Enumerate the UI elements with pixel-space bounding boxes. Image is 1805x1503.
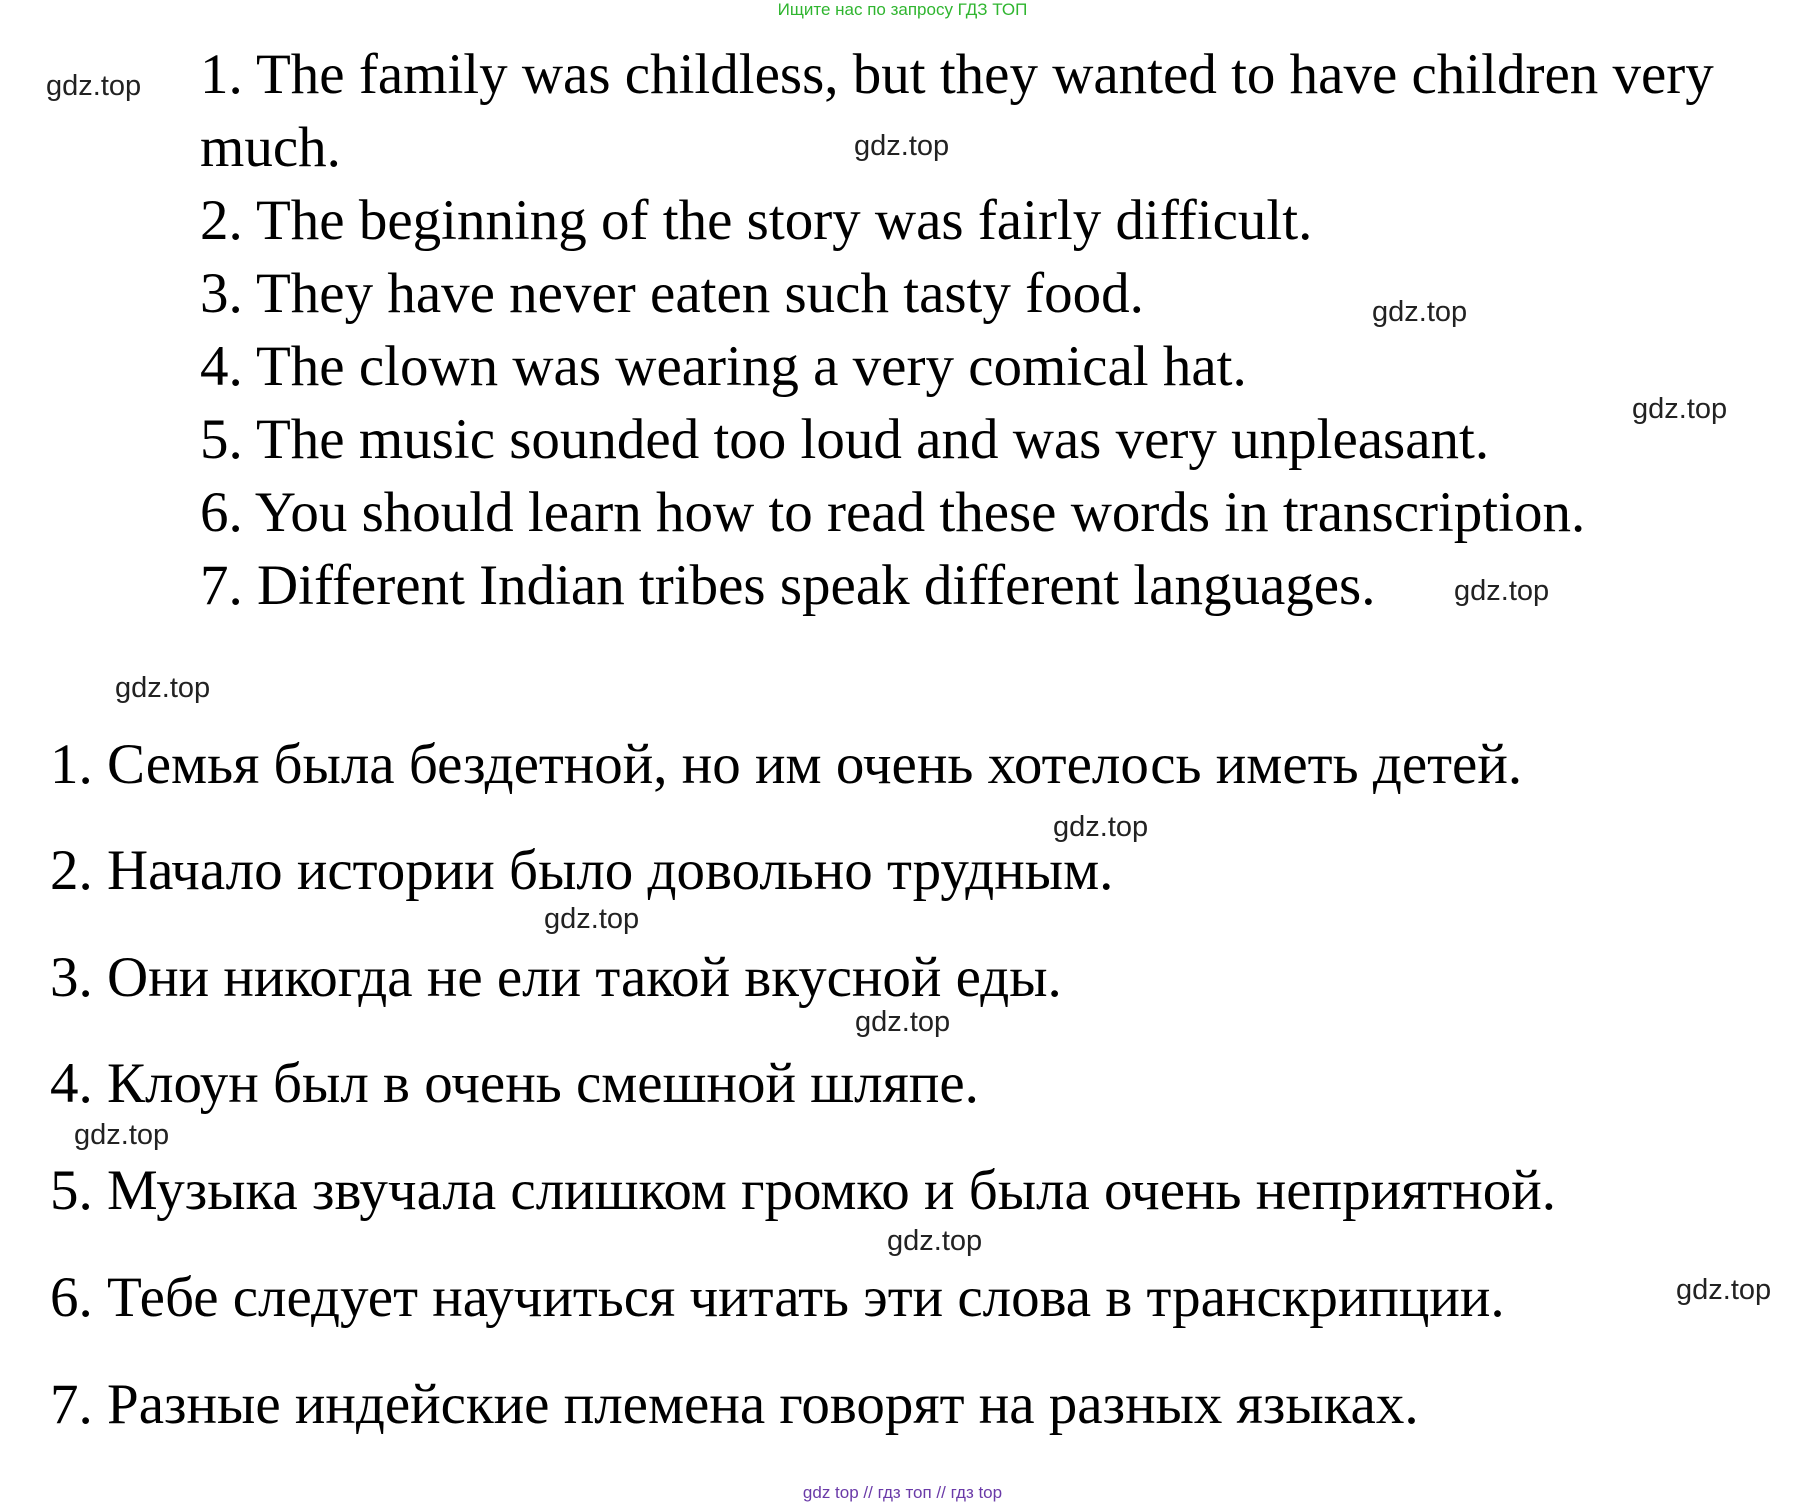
en-sentence-2: 2. The beginning of the story was fairly difficult. xyxy=(200,189,1313,252)
en-sentence-5: 5. The music sounded too loud and was very unpleasant. xyxy=(200,408,1490,471)
en-sentence-3: 3. They have never eaten such tasty food. xyxy=(200,262,1144,325)
watermark: gdz.top xyxy=(544,903,640,935)
en-sentence-1-cont: much. xyxy=(200,116,341,179)
watermark: gdz.top xyxy=(854,130,950,162)
search-hint: Ищите нас по запросу ГДЗ ТОП xyxy=(777,0,1028,19)
en-sentence-1: 1. The family was childless, but they wanted to have children very xyxy=(200,43,1714,106)
ru-sentence-1: 1. Семья была бездетной, но им очень хотелось иметь детей. xyxy=(50,733,1523,796)
ru-sentence-2: 2. Начало истории было довольно трудным. xyxy=(50,839,1114,902)
watermark: gdz.top xyxy=(46,70,142,102)
en-sentence-4: 4. The clown was wearing a very comical hat. xyxy=(200,335,1247,398)
en-sentence-7: 7. Different Indian tribes speak different languages. xyxy=(200,554,1376,617)
ru-sentence-6: 6. Тебе следует научиться читать эти слова в транскрипции. xyxy=(50,1266,1505,1329)
watermark: gdz.top xyxy=(1053,811,1149,843)
footer-links: gdz top // гдз топ // гдз top xyxy=(802,1483,1003,1502)
watermark: gdz.top xyxy=(74,1119,170,1151)
ru-sentence-3: 3. Они никогда не ели такой вкусной еды. xyxy=(50,946,1062,1009)
english-sentences xyxy=(200,38,1770,622)
watermark: gdz.top xyxy=(1454,575,1550,607)
watermark: gdz.top xyxy=(1676,1274,1772,1306)
ru-sentence-7: 7. Разные индейские племена говорят на разных языках. xyxy=(50,1373,1419,1436)
watermark: gdz.top xyxy=(115,672,211,704)
watermark: gdz.top xyxy=(887,1225,983,1257)
ru-sentence-5: 5. Музыка звучала слишком громко и была очень неприятной. xyxy=(50,1159,1556,1222)
watermark: gdz.top xyxy=(1372,296,1468,328)
ru-sentence-4: 4. Клоун был в очень смешной шляпе. xyxy=(50,1052,979,1115)
en-sentence-6: 6. You should learn how to read these words in transcription. xyxy=(200,481,1586,544)
watermark: gdz.top xyxy=(855,1006,951,1038)
watermark: gdz.top xyxy=(1632,393,1728,425)
